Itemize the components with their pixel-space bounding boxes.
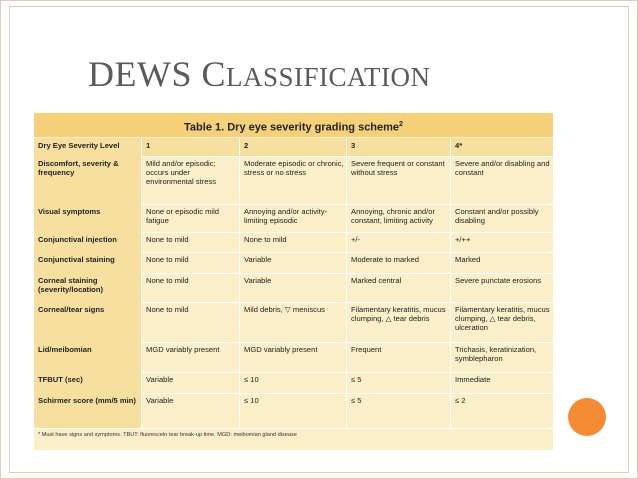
table-caption-ref: 2 (399, 121, 403, 128)
header-cell: 1 (141, 138, 239, 156)
table-caption (34, 113, 553, 137)
row-label: Lid/meibomian (34, 342, 141, 372)
table-row (34, 342, 553, 373)
table-cell: Severe punctate erosions (450, 273, 553, 302)
table-cell: Marked (450, 252, 553, 273)
table-cell: ≤ 10 (239, 393, 346, 428)
decorative-orange-circle (568, 398, 606, 436)
table-cell: ≤ 5 (346, 372, 450, 393)
slide-title-lead: DEWS C (88, 54, 226, 94)
slide-title (88, 54, 431, 97)
table-cell: Mild debris, ▽ meniscus (239, 302, 346, 342)
table-cell: None to mild (141, 302, 239, 342)
severity-table (34, 113, 553, 450)
row-label: Corneal staining (severity/location) (34, 273, 141, 302)
table-cell: Variable (239, 252, 346, 273)
table-cell: None to mild (141, 273, 239, 302)
row-label: Discomfort, severity & frequency (34, 156, 141, 204)
table-cell: Severe and/or disabling and constant (450, 156, 553, 204)
table-cell: ≤ 5 (346, 393, 450, 428)
table-cell: Frequent (346, 342, 450, 372)
table-row (34, 302, 553, 343)
table-cell: Marked central (346, 273, 450, 302)
table-cell: Moderate to marked (346, 252, 450, 273)
table-cell: None to mild (141, 252, 239, 273)
table-cell: Annoying and/or activity-limiting episodic (239, 204, 346, 232)
table-cell: Severe frequent or constant without stress (346, 156, 450, 204)
table-cell: Variable (239, 273, 346, 302)
table-cell: Variable (141, 393, 239, 428)
table-cell: +/++ (450, 232, 553, 252)
table-row (34, 156, 553, 205)
row-label: Schirmer score (mm/5 min) (34, 393, 141, 428)
table-cell: Annoying, chronic and/or constant, limiting activity (346, 204, 450, 232)
row-label: Corneal/tear signs (34, 302, 141, 342)
table-cell: Trichasis, keratinization, symblepharon (450, 342, 553, 372)
table-cell: MGD variably present (141, 342, 239, 372)
header-cell: 4* (450, 138, 553, 156)
header-cell: Dry Eye Severity Level (34, 138, 141, 156)
header-cell: 3 (346, 138, 450, 156)
table-cell: Immediate (450, 372, 553, 393)
table-row (34, 372, 553, 394)
table-cell: Filamentary keratitis, mucus clumping, △ tear debris, ulceration (450, 302, 553, 342)
table-row (34, 204, 553, 233)
slide-title-rest: LASSIFICATION (226, 62, 431, 92)
table-caption-text: Table 1. Dry eye severity grading scheme (184, 121, 400, 134)
table-cell: None to mild (239, 232, 346, 252)
table-cell: Constant and/or possibly disabling (450, 204, 553, 232)
table-cell: Variable (141, 372, 239, 393)
table-row (34, 393, 553, 429)
table-header-row (34, 138, 553, 157)
table-cell: Filamentary keratitis, mucus clumping, △ tear debris (346, 302, 450, 342)
table-cell: Moderate episodic or chronic, stress or no stress (239, 156, 346, 204)
table-row (34, 273, 553, 303)
table-row (34, 232, 553, 253)
table-cell: None to mild (141, 232, 239, 252)
table-cell: ≤ 2 (450, 393, 553, 428)
table-row (34, 252, 553, 274)
table-cell: +/- (346, 232, 450, 252)
row-label: Conjunctival injection (34, 232, 141, 252)
row-label: TFBUT (sec) (34, 372, 141, 393)
table-cell: None or episodic mild fatigue (141, 204, 239, 232)
table-cell: Mild and/or episodic; occurs under environmental stress (141, 156, 239, 204)
row-label: Conjunctival staining (34, 252, 141, 273)
table-cell: MGD variably present (239, 342, 346, 372)
table-cell: ≤ 10 (239, 372, 346, 393)
table-footnote: * Must have signs and symptoms. TBUT: fluorescein tear break-up time. MGD: meibomian gland disease (38, 432, 297, 438)
row-label: Visual symptoms (34, 204, 141, 232)
header-cell: 2 (239, 138, 346, 156)
